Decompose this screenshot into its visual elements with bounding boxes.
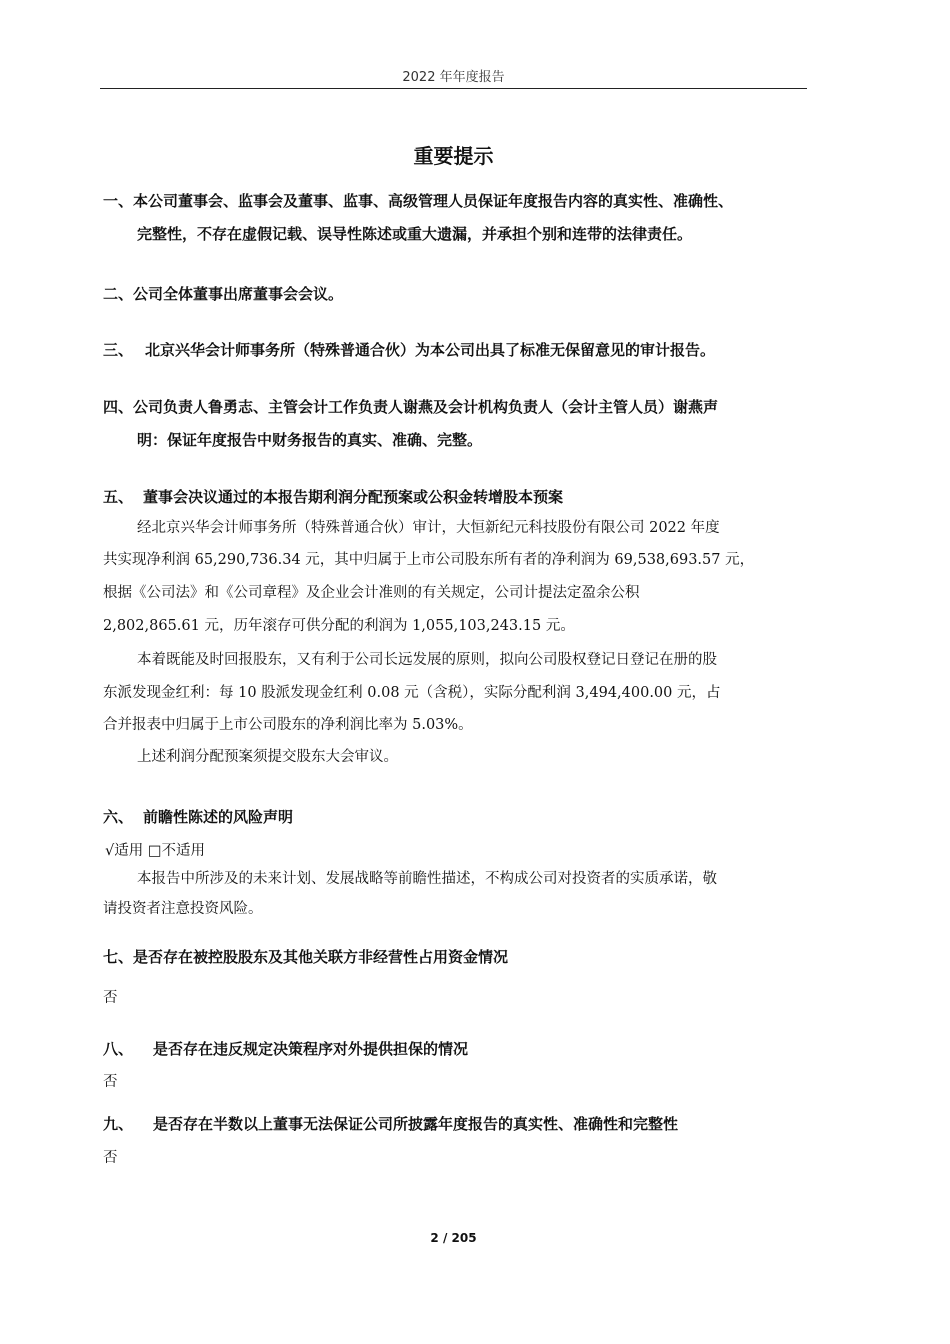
applicable-checkbox-line: √适用 □不适用 <box>105 843 206 859</box>
item-5-para1-line2: 共实现净利润 65,290,736.34 元，其中归属于上市公司股东所有者的净利润为 69,538,693.57 元， <box>103 552 755 568</box>
item-8-answer: 否 <box>103 1074 118 1090</box>
item-5-heading: 五、 董事会决议通过的本报告期利润分配预案或公积金转增股本预案 <box>103 488 564 506</box>
item-5-para2-line2: 东派发现金红利：每 10 股派发现金红利 0.08 元（含税），实际分配利润 3,494,400.00 元，占 <box>103 685 721 701</box>
item-8-heading: 八、 是否存在违反规定决策程序对外提供担保的情况 <box>103 1040 469 1058</box>
item-9-heading: 九、 是否存在半数以上董事无法保证公司所披露年度报告的真实性、准确性和完整性 <box>103 1115 679 1133</box>
page-number: 2 / 205 <box>430 1231 477 1245</box>
item-3-heading: 三、 北京兴华会计师事务所（特殊普通合伙）为本公司出具了标准无保留意见的审计报告。 <box>103 341 716 359</box>
item-7-answer: 否 <box>103 990 118 1006</box>
item-9-answer: 否 <box>103 1150 118 1166</box>
item-4-heading: 四、公司负责人鲁勇志、主管会计工作负责人谢燕及会计机构负责人（会计主管人员）谢燕声 <box>103 398 719 416</box>
item-5-para2-line3: 合并报表中归属于上市公司股东的净利润比率为 5.03%。 <box>103 717 473 733</box>
item-6-para-line2: 请投资者注意投资风险。 <box>103 901 263 917</box>
item-7-heading: 七、是否存在被控股股东及其他关联方非经营性占用资金情况 <box>103 948 509 966</box>
item-5-para1-line1: 经北京兴华会计师事务所（特殊普通合伙）审计，大恒新纪元科技股份有限公司 2022 年度 <box>137 520 720 536</box>
header-rule <box>100 88 807 89</box>
item-2-heading: 二、公司全体董事出席董事会会议。 <box>103 285 344 303</box>
item-5-para1-line3: 根据《公司法》和《公司章程》及企业会计准则的有关规定，公司计提法定盈余公积 <box>103 585 640 601</box>
page-header: 2022 年年度报告 <box>402 70 505 85</box>
item-5-para3: 上述利润分配预案须提交股东大会审议。 <box>137 749 398 765</box>
item-1-line2: 完整性，不存在虚假记载、误导性陈述或重大遗漏，并承担个别和连带的法律责任。 <box>137 225 693 243</box>
page-title: 重要提示 <box>413 144 494 168</box>
item-6-para-line1: 本报告中所涉及的未来计划、发展战略等前瞻性描述，不构成公司对投资者的实质承诺，敬 <box>137 871 717 887</box>
item-5-para1-line4: 2,802,865.61 元，历年滚存可供分配的利润为 1,055,103,243.15 元。 <box>103 618 575 634</box>
item-4-line2: 明：保证年度报告中财务报告的真实、准确、完整。 <box>137 431 483 449</box>
item-6-heading: 六、 前瞻性陈述的风险声明 <box>103 808 294 826</box>
item-1-heading: 一、本公司董事会、监事会及董事、监事、高级管理人员保证年度报告内容的真实性、准确性、 <box>103 192 734 210</box>
item-5-para2-line1: 本着既能及时回报股东，又有利于公司长远发展的原则，拟向公司股权登记日登记在册的股 <box>137 652 717 668</box>
